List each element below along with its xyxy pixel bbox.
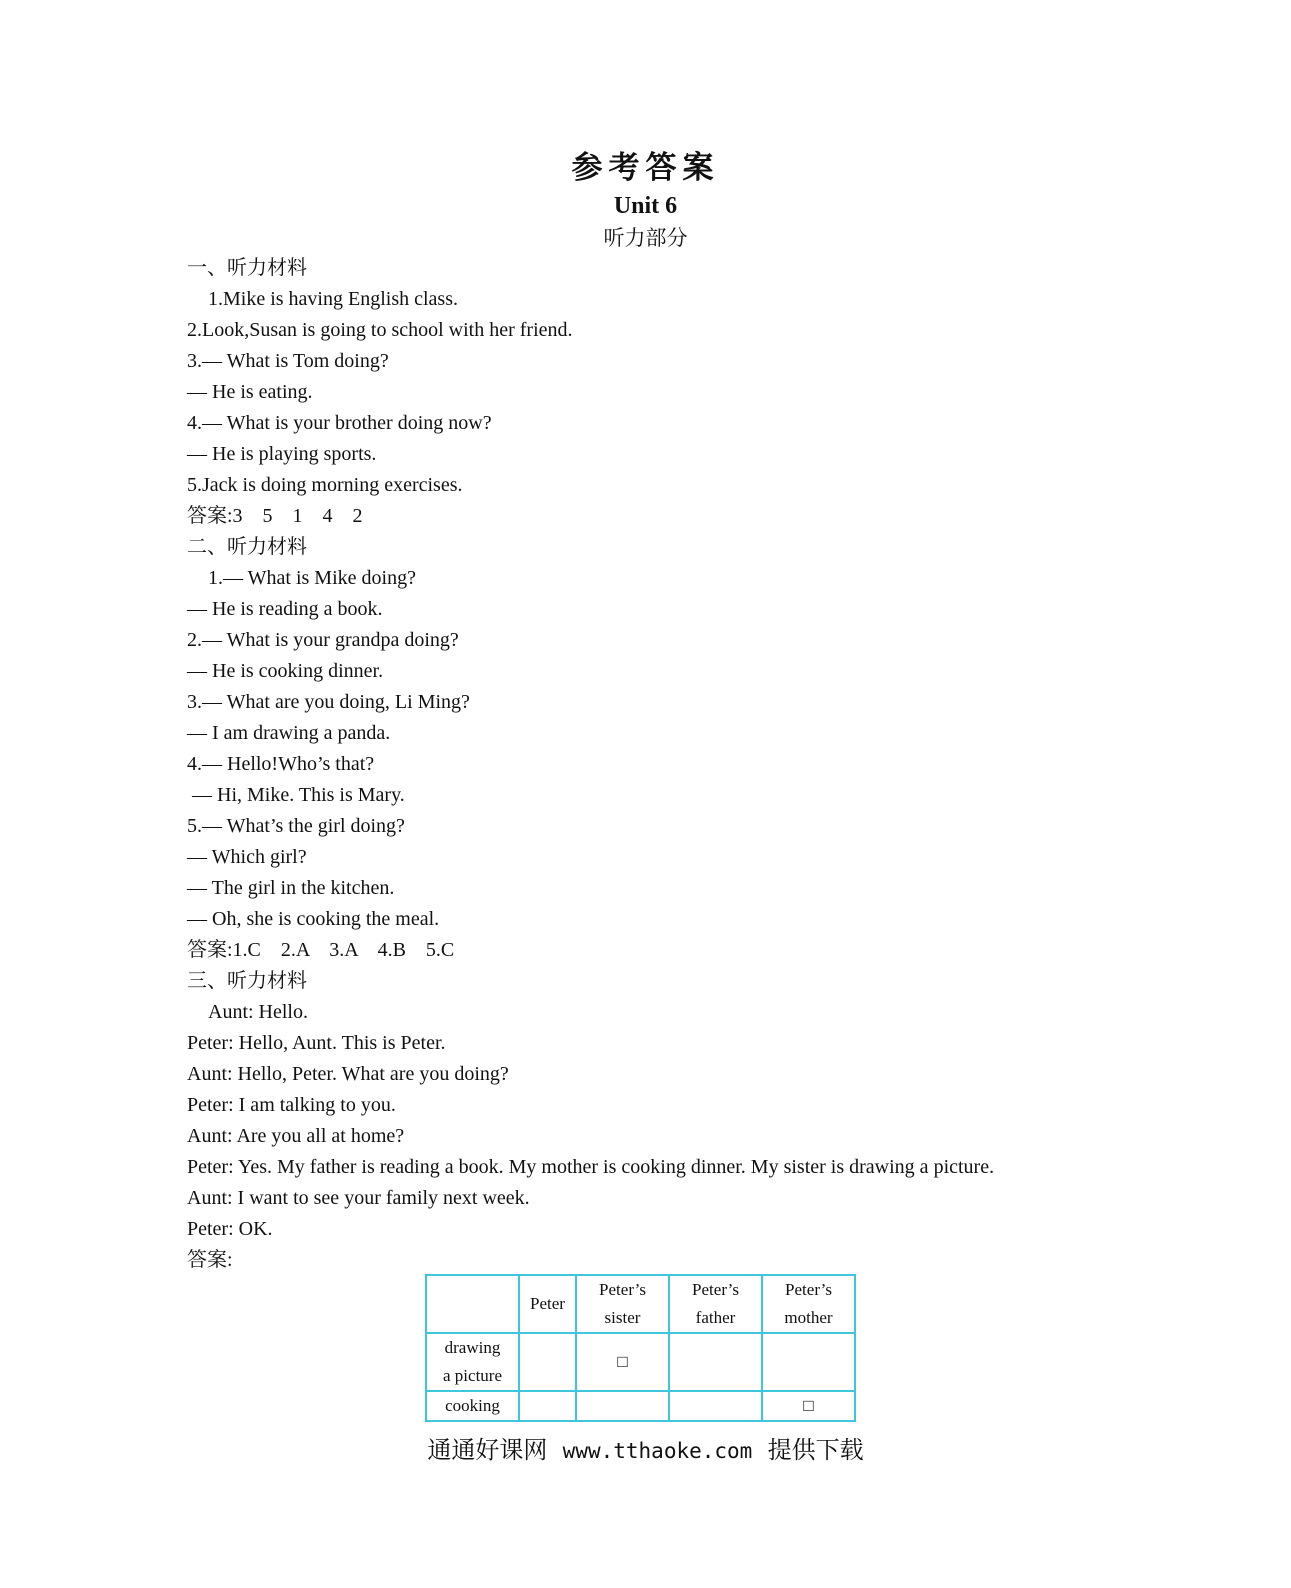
row-label-line: drawing bbox=[444, 1338, 501, 1357]
table-header-cell bbox=[669, 1275, 762, 1333]
text-line: Peter: Hello, Aunt. This is Peter. bbox=[187, 1032, 446, 1054]
text-line: — Oh, she is cooking the meal. bbox=[187, 908, 440, 930]
text-line: Peter: I am talking to you. bbox=[187, 1094, 396, 1116]
text-line: Aunt: Hello. bbox=[208, 1001, 308, 1023]
text-line: 三、听力材料 bbox=[187, 970, 307, 992]
header-line: Peter’s bbox=[599, 1280, 646, 1299]
table-row bbox=[426, 1391, 855, 1421]
text-line: Peter: Yes. My father is reading a book. My mother is cooking dinner. My sister is drawing a picture. bbox=[187, 1156, 995, 1178]
header-line: sister bbox=[604, 1308, 641, 1327]
text-line: 5.— What’s the girl doing? bbox=[187, 815, 405, 837]
table-header-cell bbox=[576, 1275, 669, 1333]
row-label-line: cooking bbox=[445, 1396, 500, 1415]
header-line: father bbox=[695, 1308, 736, 1327]
table-cell bbox=[669, 1391, 762, 1421]
footer-url[interactable]: www.tthaoke.com bbox=[562, 1439, 753, 1463]
text-line: 1.Mike is having English class. bbox=[208, 288, 458, 310]
text-line: 2.— What is your grandpa doing? bbox=[187, 629, 459, 651]
row-label-cell bbox=[426, 1333, 519, 1391]
text-line: 4.— What is your brother doing now? bbox=[187, 412, 492, 434]
text-line: — Which girl? bbox=[187, 846, 307, 868]
table-row bbox=[426, 1333, 855, 1391]
text-line: 二、听力材料 bbox=[187, 536, 307, 558]
unit-heading: Unit 6 bbox=[613, 193, 678, 219]
table-cell bbox=[762, 1333, 855, 1391]
text-line: — He is cooking dinner. bbox=[187, 660, 384, 682]
text-line: — I am drawing a panda. bbox=[187, 722, 391, 744]
table-corner-cell bbox=[426, 1275, 519, 1333]
text-line: — Hi, Mike. This is Mary. bbox=[187, 784, 405, 806]
table-cell bbox=[519, 1391, 576, 1421]
text-line: 5.Jack is doing morning exercises. bbox=[187, 474, 463, 496]
text-line: — He is eating. bbox=[187, 381, 313, 403]
footer-suffix: 提供下载 bbox=[767, 1436, 864, 1464]
footer-site-name: 通通好课网 bbox=[427, 1436, 548, 1464]
table-cell: □ bbox=[576, 1333, 669, 1391]
listening-material bbox=[187, 253, 1187, 1276]
row-label-cell bbox=[426, 1391, 519, 1421]
header-line: mother bbox=[784, 1308, 833, 1327]
text-line: Peter: OK. bbox=[187, 1218, 273, 1240]
text-line: — He is reading a book. bbox=[187, 598, 383, 620]
header-line: Peter’s bbox=[785, 1280, 832, 1299]
text-line: 1.— What is Mike doing? bbox=[208, 567, 416, 589]
text-line: Aunt: Are you all at home? bbox=[187, 1125, 405, 1147]
text-line: 2.Look,Susan is going to school with her friend. bbox=[187, 319, 573, 341]
text-line: 答案:3 5 1 4 2 bbox=[187, 505, 363, 527]
table-header-row bbox=[426, 1275, 855, 1333]
text-line: 答案: bbox=[187, 1249, 233, 1271]
table-header-cell bbox=[762, 1275, 855, 1333]
text-line: 4.— Hello!Who’s that? bbox=[187, 753, 375, 775]
row-label-line: a picture bbox=[443, 1366, 502, 1385]
table-cell bbox=[519, 1333, 576, 1391]
text-line: 3.— What are you doing, Li Ming? bbox=[187, 691, 470, 713]
page-title: 参考答案 bbox=[571, 150, 720, 185]
text-line: 答案:1.C 2.A 3.A 4.B 5.C bbox=[187, 939, 455, 961]
table-header-cell bbox=[519, 1275, 576, 1333]
text-line: Aunt: I want to see your family next week. bbox=[187, 1187, 530, 1209]
table-cell bbox=[576, 1391, 669, 1421]
text-line: — He is playing sports. bbox=[187, 443, 377, 465]
header-line: Peter bbox=[530, 1294, 565, 1313]
text-line: Aunt: Hello, Peter. What are you doing? bbox=[187, 1063, 509, 1085]
table-cell: □ bbox=[762, 1391, 855, 1421]
answer-table bbox=[425, 1274, 856, 1422]
table-cell bbox=[669, 1333, 762, 1391]
text-line: 一、听力材料 bbox=[187, 257, 307, 279]
header-line: Peter’s bbox=[692, 1280, 739, 1299]
text-line: 3.— What is Tom doing? bbox=[187, 350, 389, 372]
text-line: — The girl in the kitchen. bbox=[187, 877, 395, 899]
section-label: 听力部分 bbox=[603, 226, 688, 250]
footer bbox=[0, 1432, 1291, 1469]
